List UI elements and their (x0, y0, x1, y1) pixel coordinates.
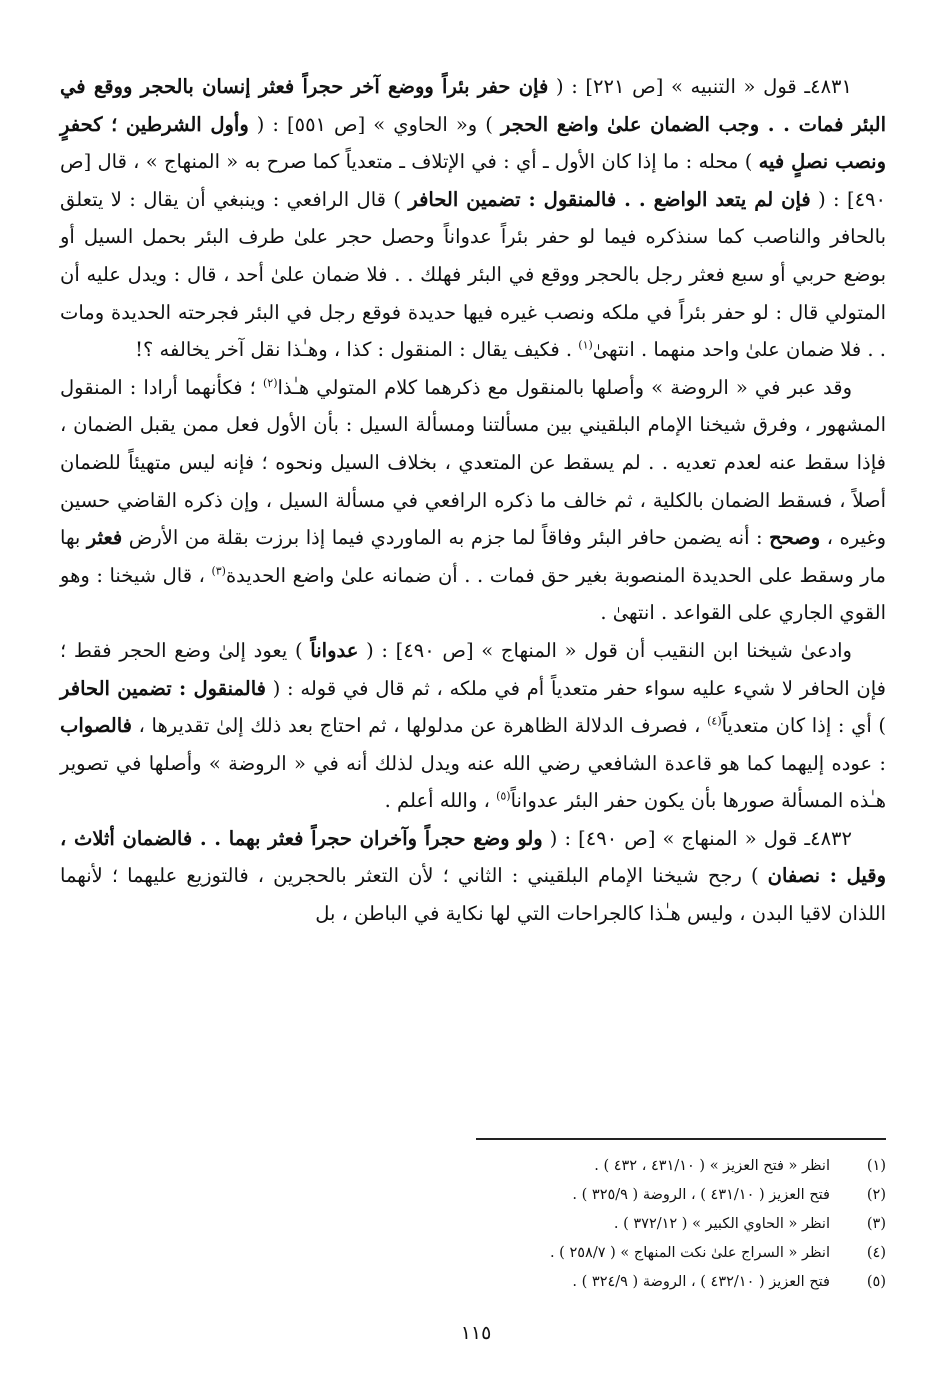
text-run: ) يعود إلىٰ وضع الحجر فقط ؛ فإن الحافر لا شيء عليه سواء حفر متعدياً أم في ملكه ، ثم قال في قوله : ( (60, 638, 886, 700)
footnote-number: (٣) (866, 1216, 886, 1232)
footnote-number: (٥) (866, 1274, 886, 1290)
footnote-text: انظر « الحاوي الكبير » ( ٣٧٢/١٢ ) . (613, 1216, 830, 1232)
paragraph (60, 369, 886, 632)
bold-quote-text: وأول الشرطين ؛ كحفرٍ ونصب نصلٍ فيه (60, 112, 886, 174)
bold-quote-text: فإن لم يتعد الواضع . . فالمنقول : تضمين الحافر (408, 187, 811, 211)
text-run: ؛ فكأنهما أرادا : المنقول المشهور ، وفرق شيخنا الإمام البلقيني بين مسألتنا ومسألة السيل : بأن الأول فعل ممن يقبل الضمان ، فإذا سقط عنه لعدم تعديه . . لم يسقط عن المتعدي ، بخلاف السيل ونحوه ؛ فإنه ليس متهيئاً للضمان أصلاً ، فسقط الضمان بالكلية ، ثم خالف ما ذكره الرافعي في مسألة السيل ، وإن ذكره القاضي حسين وغيره ، (60, 375, 886, 550)
text-run: ) و« الحاوي » [ص ٥٥١] : ( (248, 112, 501, 136)
text-run: ، فصرف الدلالة الظاهرة عن مدلولها ، ثم احتاج بعد ذلك إلىٰ تقديرها ، (131, 714, 708, 738)
text-run: ، قال شيخنا : وهو القوي الجاري على القواعد . انتهىٰ . (60, 563, 886, 625)
paragraph (60, 68, 886, 369)
footnote-reference: (٣) (211, 564, 226, 578)
text-run: ٤٨٣١ـ قول « التنبيه » [ص ٢٢١] : ( (548, 75, 852, 98)
text-run: ) رجح شيخنا الإمام البلقيني : الثاني ؛ لأن التعثر بالحجرين ، فالتوزيع عليهما ؛ لأنهما اللذان لاقيا البدن ، وليس هـٰذا كالجراحات التي لها نكاية في الباطن ، بل (60, 864, 886, 926)
bold-quote-text: ولو وضع حجراً وآخران حجراً فعثر بهما . . فالضمان أثلاث ، وقيل : نصفان (60, 826, 886, 888)
bold-quote-text: فإن حفر بئراً ووضع آخر حجراً فعثر إنسان بالحجر ووقع في البئر فمات . . وجب الضمان علىٰ واضع الحجر (60, 75, 886, 136)
page-number: ١١٥ (460, 1322, 492, 1344)
footnote-text: انظر « السراج علىٰ نكت المنهاج » ( ٢٥٨/٧ ) . (549, 1245, 830, 1261)
footnote-reference: (١) (578, 338, 593, 352)
footnote-text: فتح العزيز ( ٤٣١/١٠ ) ، الروضة ( ٣٢٥/٩ ) . (572, 1187, 830, 1203)
footnote-separator (476, 1138, 886, 1140)
footnote-number: (١) (866, 1158, 886, 1174)
footnote (60, 1268, 886, 1297)
text-run: : أنه يضمن حافر البئر وفاقاً لما جزم به الماوردي فيما إذا برزت بقلة من الأرض (122, 526, 770, 550)
text-run: ) محله : ما إذا كان الأول ـ أي : في الإتلاف ـ متعدياً كما صرح به « المنهاج » ، قال [ص ٤٩٠] : ( (60, 150, 886, 211)
footnote-text: فتح العزيز ( ٤٣٢/١٠ ) ، الروضة ( ٣٢٤/٩ ) . (572, 1274, 830, 1290)
bold-quote-text: فالمنقول : تضمين الحافر (60, 676, 266, 700)
footnote-number: (٤) (866, 1245, 886, 1261)
footnotes-block (60, 1152, 886, 1297)
text-run: وادعىٰ شيخنا ابن النقيب أن قول « المنهاج » [ص ٤٩٠] : ( (358, 638, 852, 662)
text-run: ، والله أعلم . (384, 789, 497, 813)
footnote-reference: (٥) (496, 789, 511, 803)
footnote (60, 1239, 886, 1268)
text-run: : عوده إليهما كما هو قاعدة الشافعي رضي الله عنه ويدل لذلك أنه في « الروضة » وأصلها في تصوير هـٰذه المسألة صورها بأن يكون حفر البئر عدواناً (60, 751, 886, 813)
footnote (60, 1152, 886, 1181)
footnote-reference: (٤) (707, 714, 722, 728)
bold-quote-text: فعثر (86, 526, 123, 550)
bold-quote-text: فالصواب (60, 714, 132, 738)
text-run: ٤٨٣٢ـ قول « المنهاج » [ص ٤٩٠] : ( (542, 826, 852, 850)
text-run: ) أي : إذا كان متعدياً (721, 714, 886, 738)
text-run: بها مار وسقط على الحديدة المنصوبة بغير حق فمات . . أن ضمانه علىٰ واضع الحديدة (60, 526, 887, 587)
footnote (60, 1210, 886, 1239)
text-run: ) قال الرافعي : وينبغي أن يقال : لا يتعلق بالحافر والناصب كما سنذكره فيما لو حفر بئراً عدواناً وحصل حجر علىٰ طرف البئر بحمل السيل أو بوضع حربي أو سبع فعثر رجل بالحجر ووقع في البئر فهلك . . فلا ضمان علىٰ أحد ، قال : ويدل عليه أن المتولي قال : لو حفر بئراً في ملكه ونصب غيره فيها حديدة فوقع رجل في البئر فجرحته الحديدة ومات . . فلا ضمان علىٰ واحد منهما . انتهىٰ (60, 187, 886, 362)
bold-quote-text: عدواناً (310, 638, 359, 662)
footnote-text: انظر « فتح العزيز » ( ٤٣١/١٠ ، ٤٣٢ ) . (594, 1158, 830, 1174)
main-text-block (60, 68, 886, 933)
footnote (60, 1181, 886, 1210)
text-run: وقد عبر في « الروضة » وأصلها بالمنقول مع ذكرهما كلام المتولي هـٰذا (277, 375, 852, 399)
text-run: . فكيف يقال : المنقول : كذا ، وهـٰذا نقل آخر يخالفه ؟! (135, 338, 579, 362)
bold-quote-text: وصحح (769, 526, 821, 550)
footnote-number: (٢) (866, 1187, 886, 1203)
paragraph (60, 632, 886, 820)
paragraph (60, 820, 886, 933)
footnote-reference: (٢) (263, 376, 278, 390)
